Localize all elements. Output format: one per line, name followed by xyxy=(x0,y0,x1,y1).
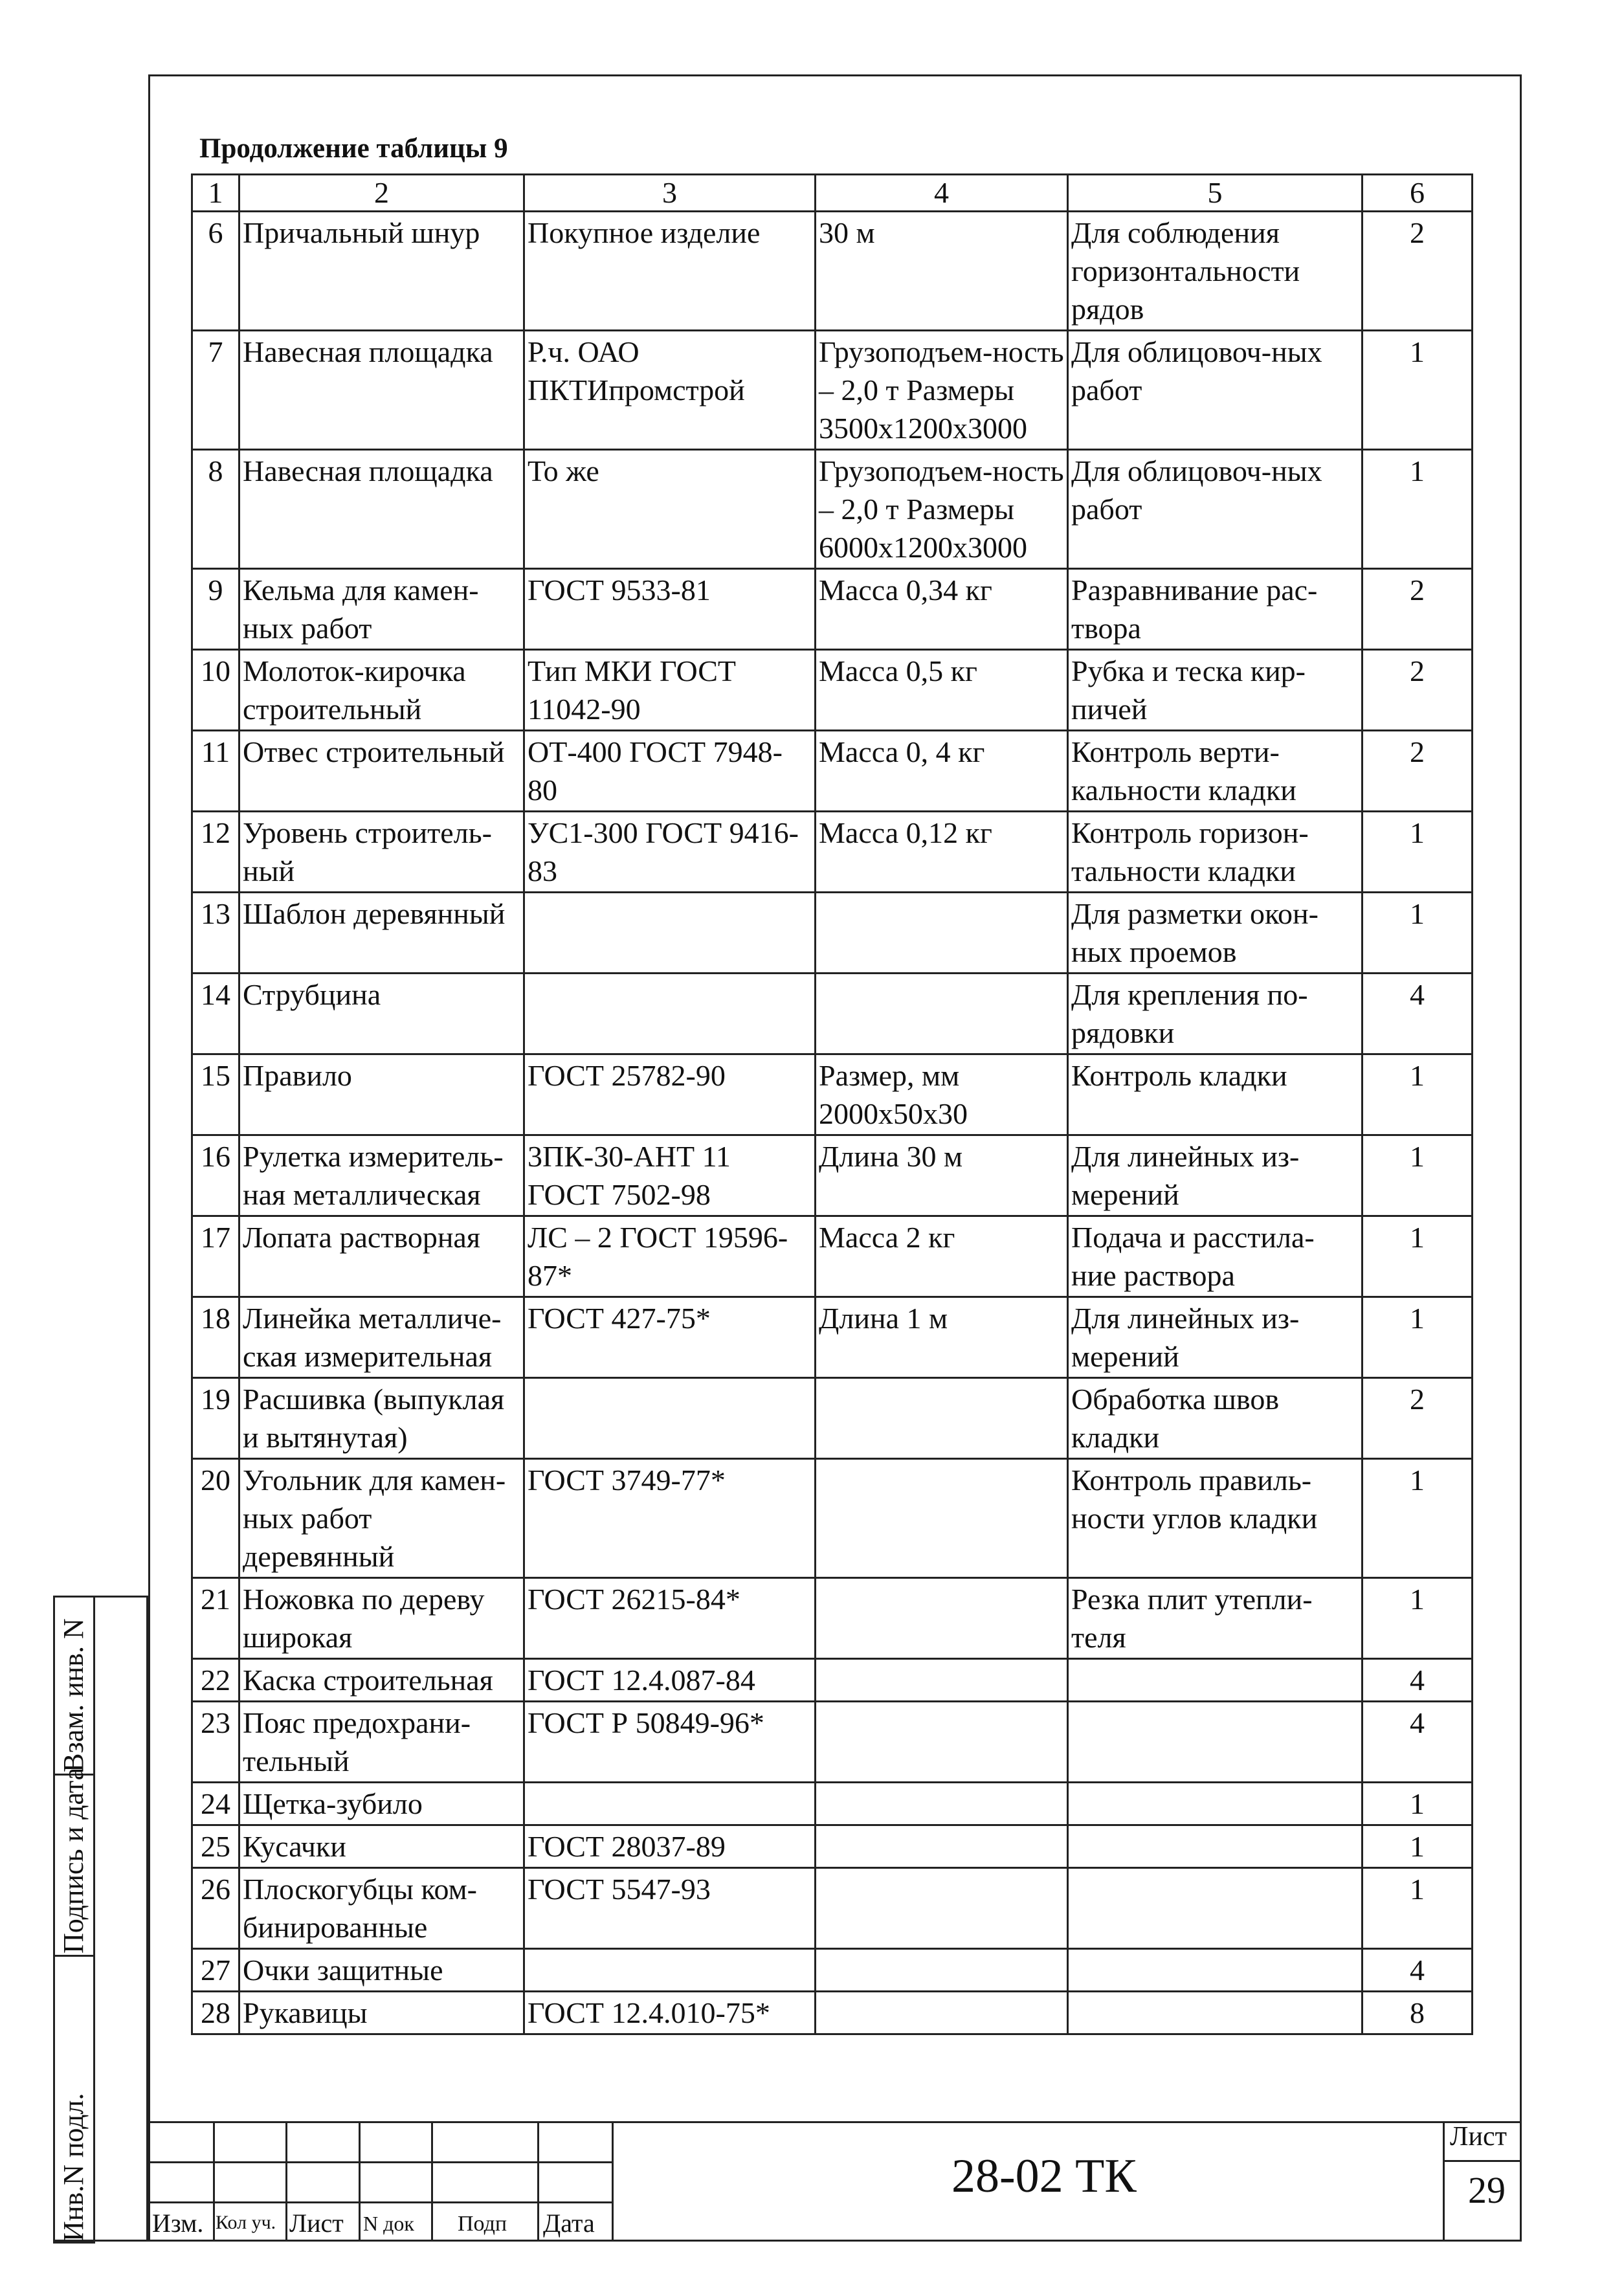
specification-cell: Масса 2 кг xyxy=(816,1216,1068,1297)
standard-cell: ГОСТ 26215-84* xyxy=(524,1578,816,1659)
specification-cell: Масса 0, 4 кг xyxy=(816,731,1068,812)
row-number-cell: 18 xyxy=(192,1297,239,1378)
table-row xyxy=(192,812,1473,893)
podp-label: Подп xyxy=(458,2212,507,2236)
standard-cell: 3ПК-30-АНТ 11 ГОСТ 7502-98 xyxy=(524,1135,816,1216)
row-number-cell: 15 xyxy=(192,1054,239,1135)
purpose-cell: Для линейных из-мерений xyxy=(1068,1135,1363,1216)
table-row xyxy=(192,1054,1473,1135)
purpose-cell: Контроль верти-кальности кладки xyxy=(1068,731,1363,812)
purpose-cell: Для соблюдения горизонтальности рядов xyxy=(1068,212,1363,331)
izm-label: Изм. xyxy=(152,2209,204,2238)
specification-cell xyxy=(816,1825,1068,1868)
standard-cell xyxy=(524,1949,816,1992)
row-number-cell: 21 xyxy=(192,1578,239,1659)
row-number-cell: 25 xyxy=(192,1825,239,1868)
quantity-cell: 1 xyxy=(1363,1135,1473,1216)
tb-top-line xyxy=(148,2121,1522,2123)
purpose-cell xyxy=(1068,1783,1363,1825)
list-label: Лист xyxy=(289,2209,344,2238)
specification-cell xyxy=(816,974,1068,1054)
quantity-cell: 1 xyxy=(1363,1783,1473,1825)
tool-name-cell: Струбцина xyxy=(239,974,524,1054)
quantity-cell: 1 xyxy=(1363,812,1473,893)
quantity-cell: 2 xyxy=(1363,731,1473,812)
row-number-cell: 23 xyxy=(192,1702,239,1783)
tb-row-line xyxy=(1443,2160,1522,2162)
specification-cell: Длина 1 м xyxy=(816,1297,1068,1378)
table-row xyxy=(192,1783,1473,1825)
standard-cell: Р.ч. ОАО ПКТИпромстрой xyxy=(524,331,816,450)
tb-row-line xyxy=(148,2201,612,2203)
specification-cell xyxy=(816,1783,1068,1825)
specification-cell xyxy=(816,1459,1068,1578)
row-number-cell: 14 xyxy=(192,974,239,1054)
tb-col-line xyxy=(537,2121,539,2242)
table-row xyxy=(192,1297,1473,1378)
tool-name-cell: Кусачки xyxy=(239,1825,524,1868)
table-row xyxy=(192,450,1473,569)
table-caption: Продолжение таблицы 9 xyxy=(199,133,508,164)
tool-name-cell: Причальный шнур xyxy=(239,212,524,331)
purpose-cell xyxy=(1068,1868,1363,1949)
table-row xyxy=(192,1992,1473,2034)
specification-cell: Масса 0,5 кг xyxy=(816,650,1068,731)
standard-cell: ГОСТ 12.4.087-84 xyxy=(524,1659,816,1702)
specification-cell xyxy=(816,1992,1068,2034)
specification-cell: Размер, мм 2000x50x30 xyxy=(816,1054,1068,1135)
standard-cell: ЛС – 2 ГОСТ 19596-87* xyxy=(524,1216,816,1297)
row-number-cell: 16 xyxy=(192,1135,239,1216)
sheet-number: 29 xyxy=(1468,2169,1506,2211)
tb-col-line xyxy=(285,2121,287,2242)
table-row xyxy=(192,1659,1473,1702)
quantity-cell: 4 xyxy=(1363,1702,1473,1783)
standard-cell xyxy=(524,1378,816,1459)
row-number-cell: 22 xyxy=(192,1659,239,1702)
side-stamp-hline xyxy=(53,2242,95,2244)
table-row xyxy=(192,731,1473,812)
row-number-cell: 12 xyxy=(192,812,239,893)
quantity-cell: 1 xyxy=(1363,1825,1473,1868)
standard-cell: Тип МКИ ГОСТ 11042-90 xyxy=(524,650,816,731)
standard-cell: ГОСТ 12.4.010-75* xyxy=(524,1992,816,2034)
quantity-cell: 1 xyxy=(1363,1054,1473,1135)
purpose-cell: Для облицовоч-ных работ xyxy=(1068,331,1363,450)
purpose-cell xyxy=(1068,1825,1363,1868)
quantity-cell: 8 xyxy=(1363,1992,1473,2034)
table-row xyxy=(192,1825,1473,1868)
purpose-cell xyxy=(1068,1659,1363,1702)
tool-name-cell: Угольник для камен-ных работ деревянный xyxy=(239,1459,524,1578)
vzam-inv-label: Взам. инв. N xyxy=(58,1618,89,1772)
row-number-cell: 24 xyxy=(192,1783,239,1825)
quantity-cell: 1 xyxy=(1363,893,1473,974)
row-number-cell: 26 xyxy=(192,1868,239,1949)
table-row xyxy=(192,1135,1473,1216)
purpose-cell xyxy=(1068,1702,1363,1783)
header-row xyxy=(192,175,1473,212)
standard-cell: ГОСТ 3749-77* xyxy=(524,1459,816,1578)
purpose-cell: Контроль горизон-тальности кладки xyxy=(1068,812,1363,893)
row-number-cell: 17 xyxy=(192,1216,239,1297)
header-cell: 2 xyxy=(239,175,524,212)
specification-cell: Масса 0,34 кг xyxy=(816,569,1068,650)
specification-cell xyxy=(816,1702,1068,1783)
quantity-cell: 4 xyxy=(1363,1949,1473,1992)
purpose-cell: Для облицовоч-ных работ xyxy=(1068,450,1363,569)
purpose-cell: Для линейных из-мерений xyxy=(1068,1297,1363,1378)
quantity-cell: 1 xyxy=(1363,1216,1473,1297)
row-number-cell: 11 xyxy=(192,731,239,812)
tb-col-line xyxy=(612,2121,614,2242)
quantity-cell: 4 xyxy=(1363,974,1473,1054)
header-cell: 4 xyxy=(816,175,1068,212)
tool-name-cell: Очки защитные xyxy=(239,1949,524,1992)
standard-cell xyxy=(524,1783,816,1825)
table-row xyxy=(192,974,1473,1054)
n-dok-label: N док xyxy=(363,2212,414,2235)
specification-cell xyxy=(816,1868,1068,1949)
specification-cell: Грузоподъем-ность – 2,0 т Размеры 3500x1200x3000 xyxy=(816,331,1068,450)
standard-cell: ГОСТ Р 50849-96* xyxy=(524,1702,816,1783)
quantity-cell: 2 xyxy=(1363,1378,1473,1459)
sheet-label: Лист xyxy=(1450,2122,1507,2152)
row-number-cell: 10 xyxy=(192,650,239,731)
header-cell: 3 xyxy=(524,175,816,212)
tool-name-cell: Уровень строитель-ный xyxy=(239,812,524,893)
tool-name-cell: Рукавицы xyxy=(239,1992,524,2034)
tool-name-cell: Плоскогубцы ком-бинированные xyxy=(239,1868,524,1949)
row-number-cell: 20 xyxy=(192,1459,239,1578)
table-row xyxy=(192,1578,1473,1659)
table-row xyxy=(192,569,1473,650)
kol-uch-label: Кол уч. xyxy=(216,2212,276,2233)
specification-cell xyxy=(816,1378,1068,1459)
tools-table-body xyxy=(192,175,1473,2034)
row-number-cell: 28 xyxy=(192,1992,239,2034)
specification-cell xyxy=(816,893,1068,974)
specification-cell: Длина 30 м xyxy=(816,1135,1068,1216)
side-stamp xyxy=(53,1596,148,2242)
standard-cell xyxy=(524,893,816,974)
tool-name-cell: Правило xyxy=(239,1054,524,1135)
tb-col-line xyxy=(213,2121,215,2242)
purpose-cell: Разравнивание рас-твора xyxy=(1068,569,1363,650)
standard-cell: То же xyxy=(524,450,816,569)
standard-cell: ГОСТ 28037-89 xyxy=(524,1825,816,1868)
inv-podl-label: Инв.N подл. xyxy=(58,2093,89,2242)
specification-cell: 30 м xyxy=(816,212,1068,331)
table-row xyxy=(192,893,1473,974)
tb-row-line xyxy=(148,2161,612,2163)
row-number-cell: 9 xyxy=(192,569,239,650)
standard-cell: ОТ-400 ГОСТ 7948-80 xyxy=(524,731,816,812)
tool-name-cell: Ножовка по дереву широкая xyxy=(239,1578,524,1659)
tool-name-cell: Щетка-зубило xyxy=(239,1783,524,1825)
tool-name-cell: Расшивка (выпуклая и вытянутая) xyxy=(239,1378,524,1459)
quantity-cell: 1 xyxy=(1363,331,1473,450)
purpose-cell xyxy=(1068,1992,1363,2034)
specification-cell xyxy=(816,1949,1068,1992)
tool-name-cell: Каска строительная xyxy=(239,1659,524,1702)
purpose-cell: Для крепления по-рядовки xyxy=(1068,974,1363,1054)
data-label: Дата xyxy=(543,2209,595,2238)
header-cell: 6 xyxy=(1363,175,1473,212)
specification-cell xyxy=(816,1578,1068,1659)
specification-cell: Грузоподъем-ность – 2,0 т Размеры 6000x1200x3000 xyxy=(816,450,1068,569)
table-row xyxy=(192,1868,1473,1949)
purpose-cell: Для разметки окон-ных проемов xyxy=(1068,893,1363,974)
standard-cell: ГОСТ 9533-81 xyxy=(524,569,816,650)
header-cell: 5 xyxy=(1068,175,1363,212)
row-number-cell: 6 xyxy=(192,212,239,331)
tool-name-cell: Молоток-кирочка строительный xyxy=(239,650,524,731)
specification-cell: Масса 0,12 кг xyxy=(816,812,1068,893)
quantity-cell: 1 xyxy=(1363,1868,1473,1949)
purpose-cell: Контроль правиль-ности углов кладки xyxy=(1068,1459,1363,1578)
tool-name-cell: Отвес строительный xyxy=(239,731,524,812)
purpose-cell: Резка плит утепли-теля xyxy=(1068,1578,1363,1659)
table-row xyxy=(192,1949,1473,1992)
purpose-cell xyxy=(1068,1949,1363,1992)
purpose-cell: Обработка швов кладки xyxy=(1068,1378,1363,1459)
tb-col-line xyxy=(1443,2121,1445,2242)
standard-cell: ГОСТ 427-75* xyxy=(524,1297,816,1378)
table-row xyxy=(192,1459,1473,1578)
quantity-cell: 1 xyxy=(1363,1297,1473,1378)
table-row xyxy=(192,1216,1473,1297)
podpis-data-label: Подпись и дата xyxy=(58,1767,89,1954)
tool-name-cell: Линейка металличе-ская измерительная xyxy=(239,1297,524,1378)
specification-cell xyxy=(816,1659,1068,1702)
standard-cell: ГОСТ 5547-93 xyxy=(524,1868,816,1949)
table-row xyxy=(192,1378,1473,1459)
quantity-cell: 4 xyxy=(1363,1659,1473,1702)
standard-cell: Покупное изделие xyxy=(524,212,816,331)
quantity-cell: 2 xyxy=(1363,569,1473,650)
row-number-cell: 7 xyxy=(192,331,239,450)
tool-name-cell: Кельма для камен-ных работ xyxy=(239,569,524,650)
row-number-cell: 13 xyxy=(192,893,239,974)
purpose-cell: Контроль кладки xyxy=(1068,1054,1363,1135)
table-row xyxy=(192,1702,1473,1783)
table-row xyxy=(192,212,1473,331)
row-number-cell: 27 xyxy=(192,1949,239,1992)
title-block xyxy=(148,2121,1522,2242)
standard-cell xyxy=(524,974,816,1054)
standard-cell: УС1-300 ГОСТ 9416-83 xyxy=(524,812,816,893)
row-number-cell: 8 xyxy=(192,450,239,569)
table-row xyxy=(192,650,1473,731)
tools-table xyxy=(191,173,1473,2035)
tool-name-cell: Шаблон деревянный xyxy=(239,893,524,974)
quantity-cell: 1 xyxy=(1363,1578,1473,1659)
table-row xyxy=(192,331,1473,450)
quantity-cell: 2 xyxy=(1363,212,1473,331)
tb-col-line xyxy=(431,2121,433,2242)
side-stamp-hline xyxy=(53,1955,95,1957)
purpose-cell: Подача и расстила-ние раствора xyxy=(1068,1216,1363,1297)
tool-name-cell: Навесная площадка xyxy=(239,331,524,450)
purpose-cell: Рубка и теска кир-пичей xyxy=(1068,650,1363,731)
tool-name-cell: Лопата растворная xyxy=(239,1216,524,1297)
row-number-cell: 19 xyxy=(192,1378,239,1459)
quantity-cell: 1 xyxy=(1363,1459,1473,1578)
quantity-cell: 2 xyxy=(1363,650,1473,731)
tool-name-cell: Навесная площадка xyxy=(239,450,524,569)
standard-cell: ГОСТ 25782-90 xyxy=(524,1054,816,1135)
header-cell: 1 xyxy=(192,175,239,212)
tool-name-cell: Рулетка измеритель-ная металлическая xyxy=(239,1135,524,1216)
document-number: 28-02 ТК xyxy=(951,2150,1137,2203)
tool-name-cell: Пояс предохрани-тельный xyxy=(239,1702,524,1783)
tb-col-line xyxy=(359,2121,361,2242)
quantity-cell: 1 xyxy=(1363,450,1473,569)
